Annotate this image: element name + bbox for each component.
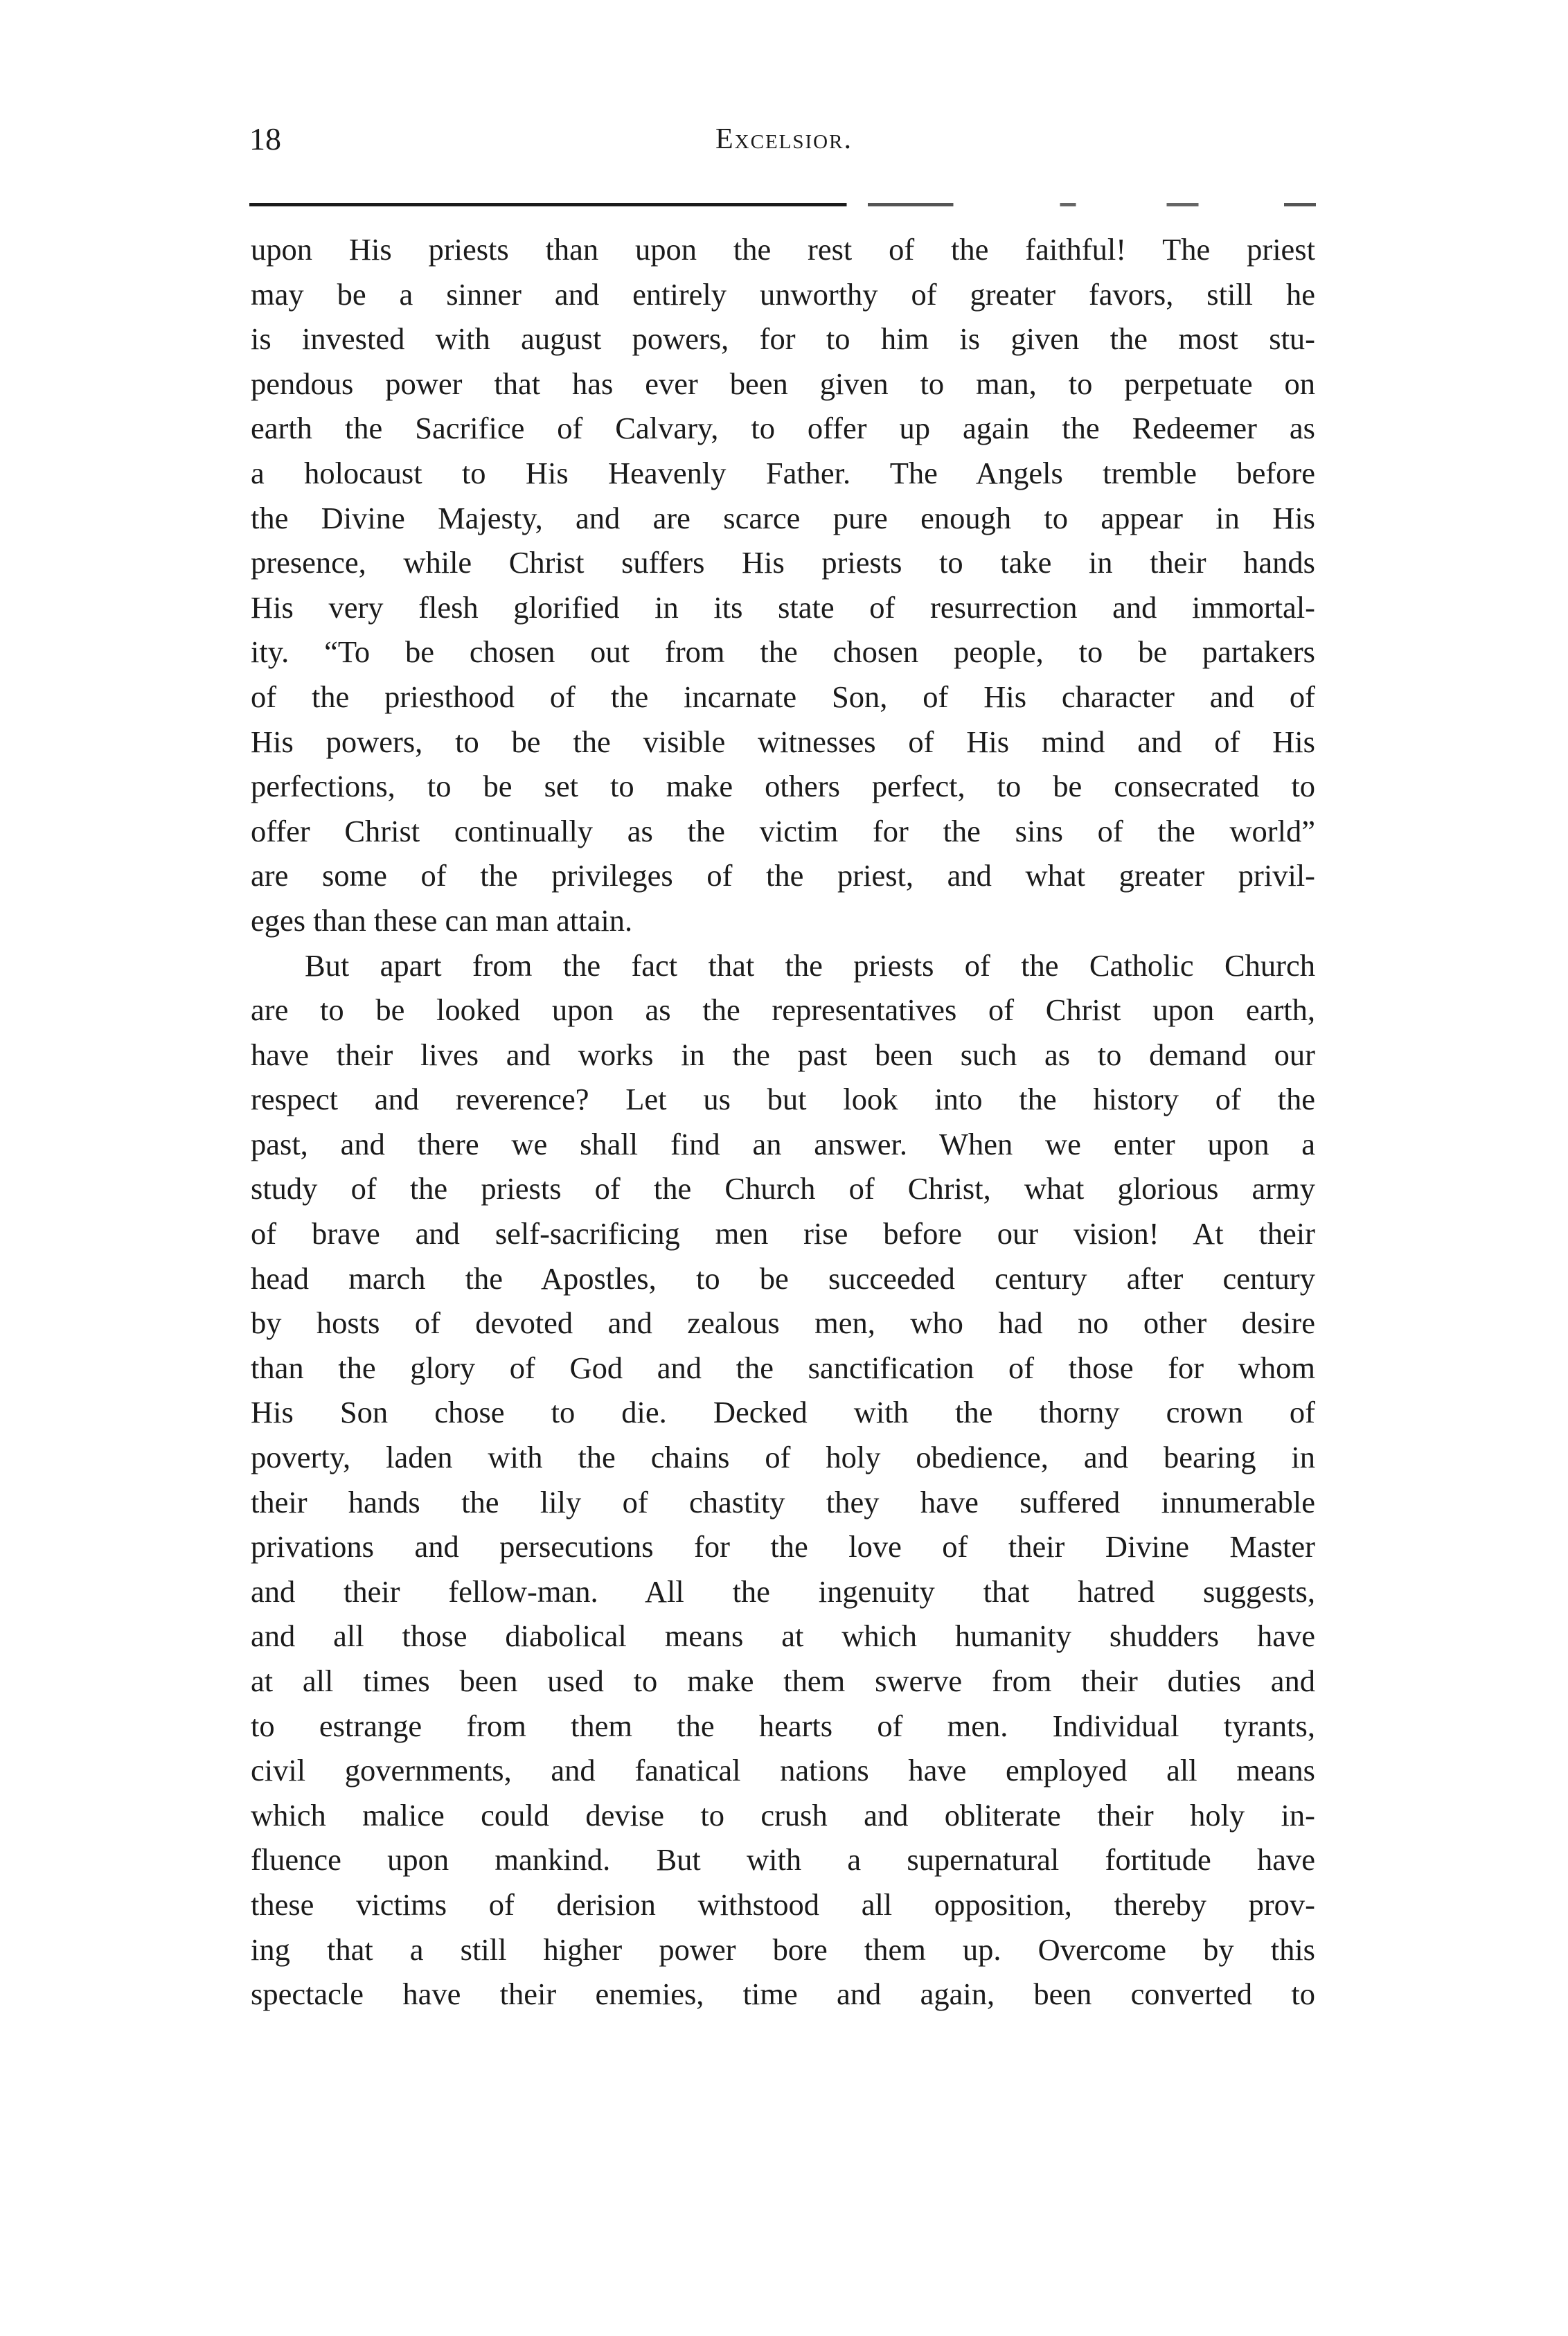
text-line: ing that a still higher power bore them up. Overcome by this (251, 1932, 1315, 1967)
text-line: pendous power that has ever been given to man, to perpetuate on (251, 366, 1315, 401)
text-line: respect and reverence? Let us but look into the history of the (251, 1082, 1315, 1117)
paragraph (251, 943, 1315, 2017)
text-line: His powers, to be the visible witnesses of His mind and of His (251, 724, 1315, 759)
text-line: the Divine Majesty, and are scarce pure enough to appear in His (251, 500, 1315, 535)
text-line: of the priesthood of the incarnate Son, of His character and of (251, 679, 1315, 714)
text-line: by hosts of devoted and zealous men, who had no other desire (251, 1305, 1315, 1341)
text-line: have their lives and works in the past been such as to demand our (251, 1037, 1315, 1072)
text-line: are to be looked upon as the representatives of Christ upon earth, (251, 992, 1315, 1028)
text-line: offer Christ continually as the victim for the sins of the world” (251, 813, 1315, 848)
text-line: civil governments, and fanatical nations have employed all means (251, 1753, 1315, 1788)
text-line: earth the Sacrifice of Calvary, to offer up again the Redeemer as (251, 411, 1315, 446)
text-line: But apart from the fact that the priests of the Catholic Church (305, 947, 1315, 983)
text-line: perfections, to be set to make others perfect, to be consecrated to (251, 769, 1315, 804)
text-line: poverty, laden with the chains of holy obedience, and bearing in (251, 1440, 1315, 1475)
text-line: upon His priests than upon the rest of the faithful! The priest (251, 232, 1315, 267)
text-line: is invested with august powers, for to him is given the most stu- (251, 321, 1315, 357)
text-line: head march the Apostles, to be succeeded century after century (251, 1260, 1315, 1296)
text-line: ity. “To be chosen out from the chosen people, to be partakers (251, 634, 1315, 670)
page-number: 18 (249, 121, 281, 157)
body-text (251, 227, 1315, 2017)
text-line: past, and there we shall find an answer. When we enter upon a (251, 1126, 1315, 1161)
text-line: and all those diabolical means at which humanity shudders have (251, 1619, 1315, 1654)
text-line: which malice could devise to crush and obliterate their holy in- (251, 1797, 1315, 1833)
text-line: His Son chose to die. Decked with the thorny crown of (251, 1395, 1315, 1430)
text-line: study of the priests of the Church of Christ, what glorious army (251, 1171, 1315, 1206)
text-line: a holocaust to His Heavenly Father. The Angels tremble before (251, 455, 1315, 490)
running-title: Excelsior. (715, 123, 853, 155)
text-line: of brave and self-sacrificing men rise before our vision! At their (251, 1216, 1315, 1251)
text-line: than the glory of God and the sanctification of those for whom (251, 1350, 1315, 1385)
text-line: at all times been used to make them swerve from their duties and (251, 1664, 1315, 1698)
header-rule (249, 203, 1316, 206)
text-line: privations and persecutions for the love of their Divine Master (251, 1529, 1315, 1564)
text-line: spectacle have their enemies, time and again, been converted to (251, 1977, 1315, 2012)
text-line: His very flesh glorified in its state of resurrection and immortal- (251, 589, 1315, 625)
text-line: fluence upon mankind. But with a supernatural fortitude have (251, 1842, 1315, 1878)
paragraph (251, 227, 1315, 943)
text-line: and their fellow-man. All the ingenuity that hatred suggests, (251, 1573, 1315, 1609)
text-line: these victims of derision withstood all opposition, thereby prov- (251, 1887, 1315, 1922)
text-line: eges than these can man attain. (251, 902, 633, 938)
text-line: may be a sinner and entirely unworthy of greater favors, still he (251, 276, 1315, 312)
text-line: to estrange from them the hearts of men. Individual tyrants, (251, 1708, 1315, 1743)
text-line: are some of the privileges of the priest, and what greater privil- (251, 858, 1315, 893)
text-line: presence, while Christ suffers His priests to take in their hands (251, 545, 1315, 580)
text-line: their hands the lily of chastity they have suffered innumerable (251, 1484, 1315, 1519)
